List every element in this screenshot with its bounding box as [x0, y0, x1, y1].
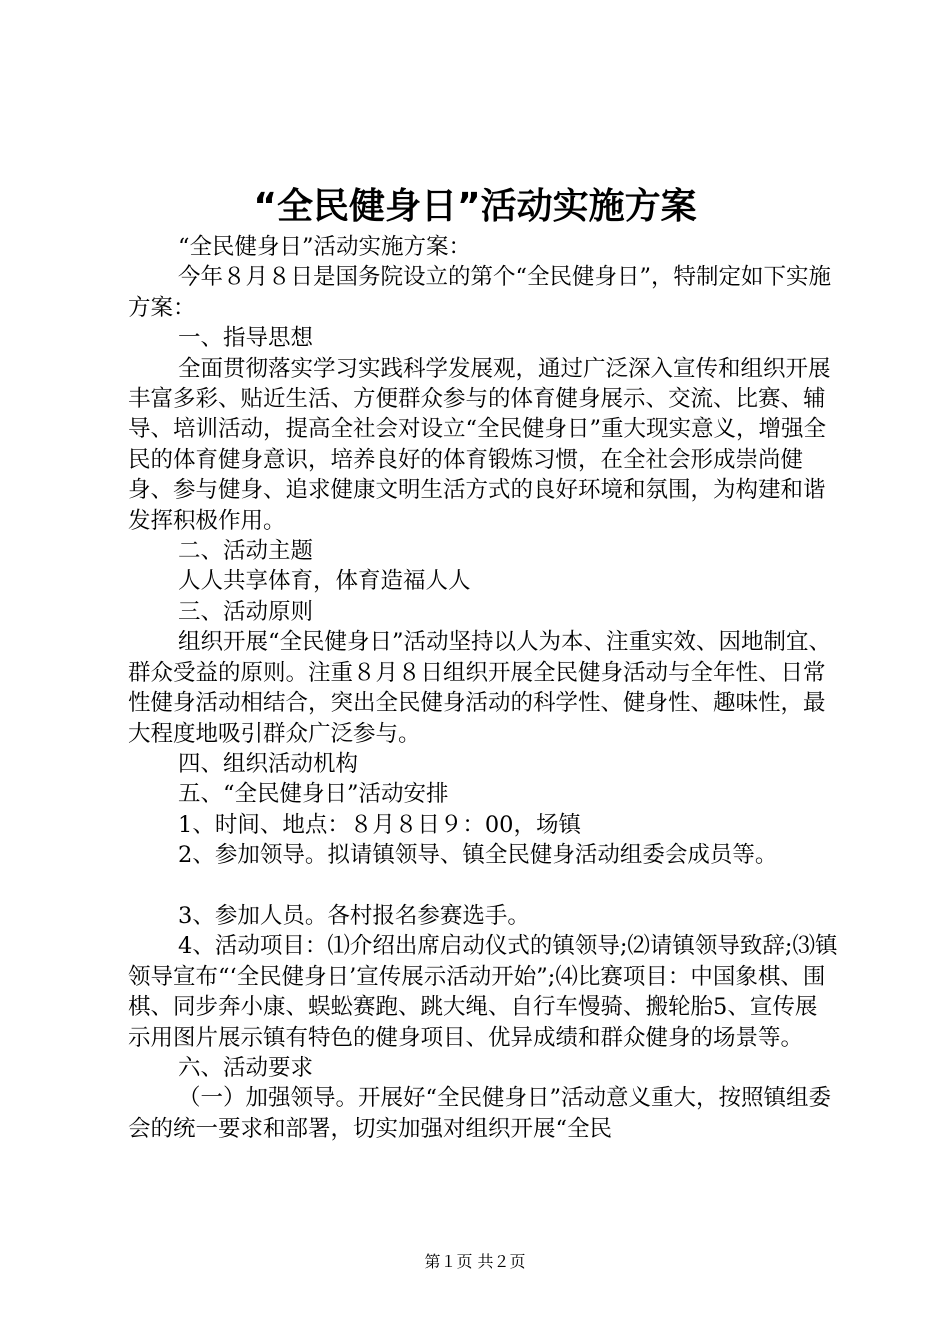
paragraph: 人人共享体育，体育造福人人: [178, 568, 471, 595]
paragraph: 2、参加领导。拟请镇领导、镇全民健身活动组委会成员等。: [178, 842, 778, 869]
paragraph: 今年８月８日是国务院设立的第个“全民健身日”，特制定如下实施方案：: [128, 264, 832, 321]
paragraph: （一）加强领导。开展好“全民健身日”活动意义重大，按照镇组委会的统一要求和部署，切实加强对组织开展“全民: [128, 1085, 832, 1142]
page-footer: 第１页 共２页: [424, 1252, 526, 1271]
document-body: [128, 232, 838, 1144]
blank-line: [128, 871, 838, 901]
paragraph: 1、时间、地点：８月８日９：00，场镇: [178, 811, 581, 838]
paragraph: “全民健身日”活动实施方案：: [178, 234, 472, 260]
section-heading: 二、活动主题: [178, 538, 314, 565]
paragraph: 全面贯彻落实学习实践科学发展观，通过广泛深入宣传和组织开展丰富多彩、贴近生活、方便群众参与的体育健身展示、交流、比赛、辅导、培训活动，提高全社会对设立“全民健身日”重大现实意义，增强全民的体育健身意识，培养良好的体育锻炼习惯，在全社会形成崇尚健身、参与健身、追求健康文明生活方式的良好环境和氛围，为构建和谐发挥积极作用。: [128, 355, 831, 534]
section-heading: 四、组织活动机构: [178, 750, 359, 777]
section-heading: 一、指导思想: [178, 325, 314, 352]
section-heading: 五、“全民健身日”活动安排: [178, 781, 449, 808]
paragraph: 3、参加人员。各村报名参赛选手。: [178, 902, 530, 929]
paragraph: 4、活动项目：⑴介绍出席启动仪式的镇领导;⑵请镇领导致辞;⑶镇领导宣布“‘全民健身日’宣传展示活动开始”;⑷比赛项目：中国象棋、围棋、同步奔小康、蜈蚣赛跑、跳大绳、自行车慢骑、搬轮胎5、宣传展示用图片展示镇有特色的健身项目、优异成绩和群众健身的场景等。: [128, 933, 838, 1051]
section-heading: 三、活动原则: [178, 598, 314, 625]
section-heading: 六、活动要求: [178, 1054, 314, 1081]
paragraph: 组织开展“全民健身日”活动坚持以人为本、注重实效、因地制宜、群众受益的原则。注重８月８日组织开展全民健身活动与全年性、日常性健身活动相结合，突出全民健身活动的科学性、健身性、趣味性，最大程度地吸引群众广泛参与。: [128, 629, 832, 747]
document-title: “全民健身日”活动实施方案: [253, 186, 697, 227]
